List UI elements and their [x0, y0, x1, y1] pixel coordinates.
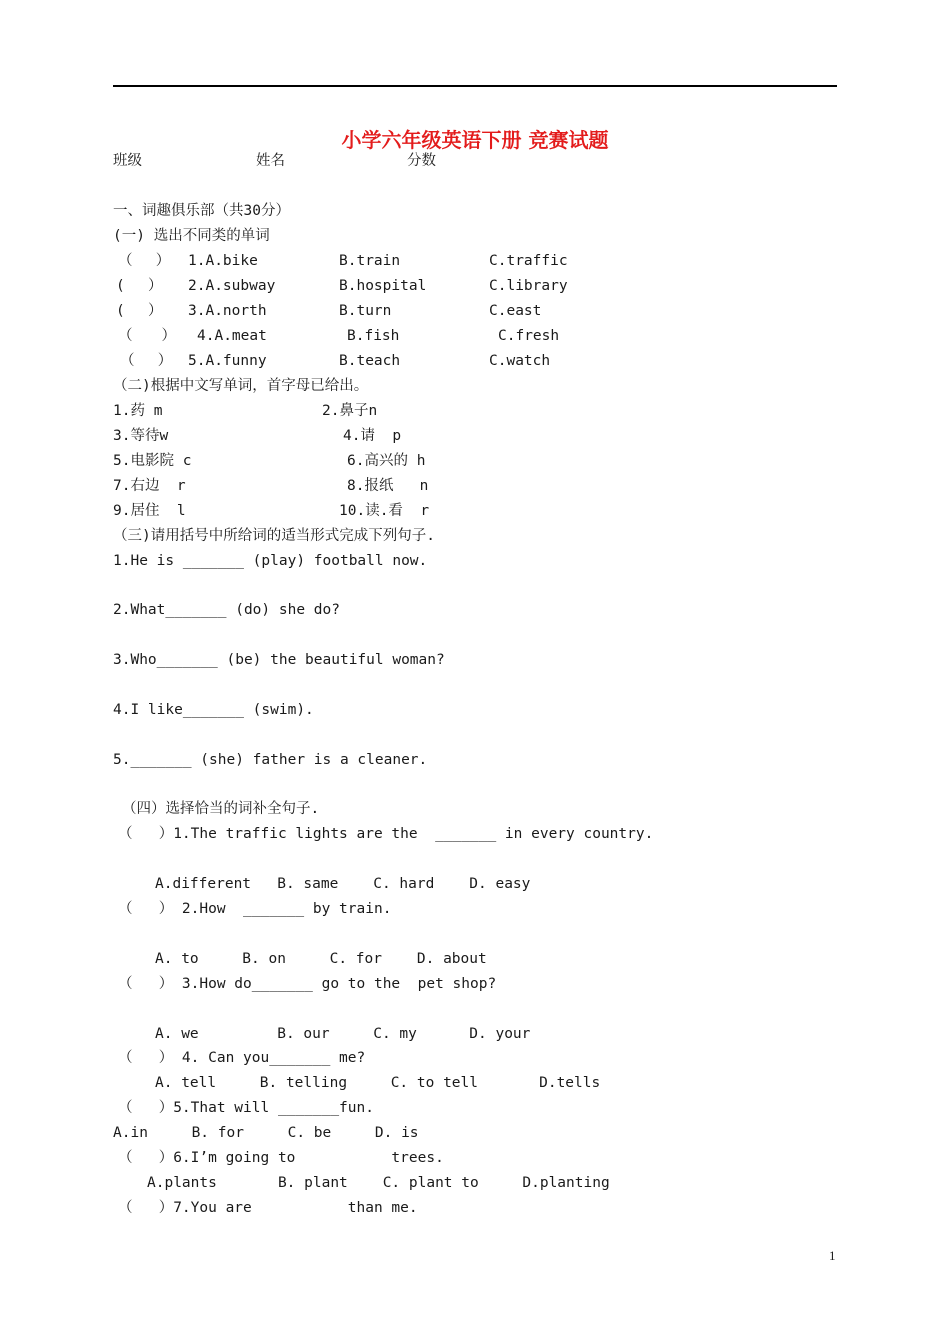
option-a: 5.A.funny: [188, 353, 267, 369]
choice-question: （ ） 3.How do_______ go to the pet shop?: [118, 976, 497, 992]
option-c: C.fresh: [498, 328, 560, 344]
vocab-item: 6.高兴的 h: [347, 453, 426, 469]
vocab-item: 4.请 p: [343, 428, 402, 444]
choice-options: A. we B. our C. my D. your: [155, 1026, 531, 1042]
option-c: C.watch: [489, 353, 551, 369]
vocab-item: 9.居住 l: [113, 503, 186, 519]
fill-item: 3.Who_______ (be) the beautiful woman?: [113, 652, 445, 668]
option-c: C.traffic: [489, 253, 568, 269]
page-number: 1: [829, 1248, 836, 1263]
score-label: 分数: [407, 153, 436, 169]
choice-options: A. tell B. telling C. to tell D.tells: [155, 1075, 601, 1091]
vocab-item: 10.读.看 r: [339, 503, 430, 519]
option-b: B.train: [339, 253, 401, 269]
vocab-item: 3.等待w: [113, 428, 169, 444]
choice-options: A.different B. same C. hard D. easy: [155, 876, 531, 892]
choice-options: A. to B. on C. for D. about: [155, 951, 487, 967]
option-b: B.fish: [347, 328, 400, 344]
vocab-item: 5.电影院 c: [113, 453, 192, 469]
option-b: B.teach: [339, 353, 401, 369]
option-b: B.turn: [339, 303, 392, 319]
class-label: 班级: [113, 153, 142, 169]
answer-paren: ( ）: [116, 278, 163, 294]
option-c: C.east: [489, 303, 542, 319]
option-a: 3.A.north: [188, 303, 267, 319]
option-a: 2.A.subway: [188, 278, 276, 294]
fill-item: 1.He is _______ (play) football now.: [113, 553, 428, 569]
vocab-item: 1.药 m: [113, 403, 163, 419]
choice-question: （ ）1.The traffic lights are the _______ in every country.: [118, 826, 654, 842]
option-b: B.hospital: [339, 278, 427, 294]
choice-question: （ ）5.That will _______fun.: [118, 1100, 374, 1116]
choice-question: （ ）6.I’m going to trees.: [118, 1150, 444, 1166]
vocab-item: 2.鼻子n: [322, 403, 378, 419]
answer-paren: ( ）: [116, 303, 163, 319]
page-title: 小学六年级英语下册 竞赛试题: [341, 128, 609, 152]
option-a: 4.A.meat: [197, 328, 267, 344]
header-rule: [113, 85, 837, 87]
choice-question: （ ） 4. Can you_______ me?: [118, 1050, 366, 1066]
choice-question: （ ）7.You are than me.: [118, 1200, 418, 1216]
choice-options: A.in B. for C. be D. is: [113, 1125, 419, 1141]
vocab-item: 7.右边 r: [113, 478, 186, 494]
part4-heading: （四）选择恰当的词补全句子.: [122, 801, 320, 817]
answer-paren: （ ）: [118, 253, 171, 269]
vocab-item: 8.报纸 n: [347, 478, 429, 494]
option-c: C.library: [489, 278, 568, 294]
answer-paren: （ ）: [118, 328, 176, 344]
option-a: 1.A.bike: [188, 253, 258, 269]
name-label: 姓名: [256, 153, 285, 169]
part1-heading: (一) 选出不同类的单词: [113, 228, 270, 244]
fill-item: 5._______ (she) father is a cleaner.: [113, 752, 428, 768]
choice-options: A.plants B. plant C. plant to D.planting: [147, 1175, 610, 1191]
answer-paren: （ ）: [120, 353, 173, 369]
fill-item: 2.What_______ (do) she do?: [113, 602, 340, 618]
fill-item: 4.I like_______ (swim).: [113, 702, 314, 718]
section-heading: 一、词趣俱乐部（共30分）: [113, 203, 290, 219]
part3-heading: （三)请用括号中所给词的适当形式完成下列句子.: [113, 528, 435, 544]
part2-heading: （二)根据中文写单词，首字母已给出。: [113, 378, 369, 394]
choice-question: （ ） 2.How _______ by train.: [118, 901, 392, 917]
